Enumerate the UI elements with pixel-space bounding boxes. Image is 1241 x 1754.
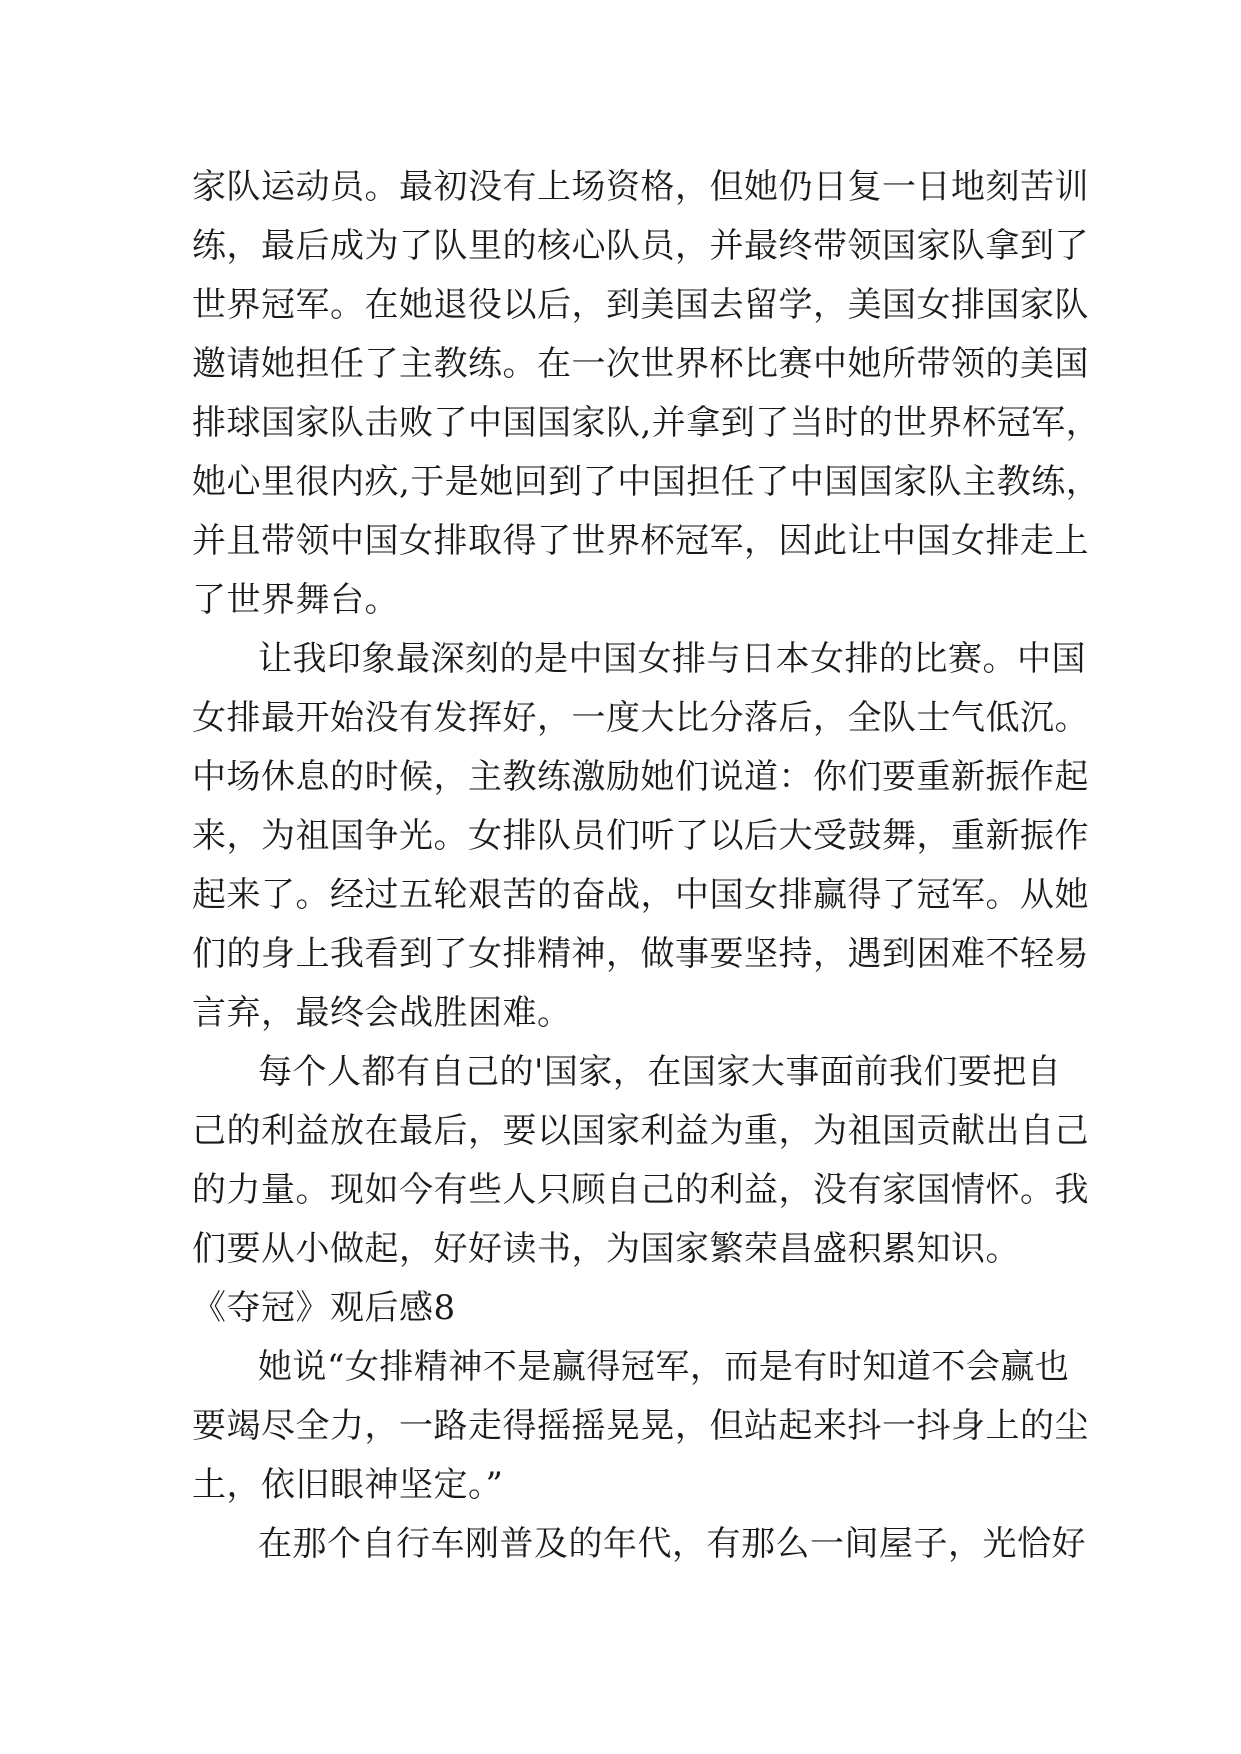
text-line: 排球国家队击败了中国国家队,并拿到了当时的世界杯冠军， [192, 403, 1101, 443]
section-title: 《夺冠》观后感8 [192, 1288, 456, 1328]
paragraph [192, 158, 1101, 630]
text-line: 的力量。现如今有些人只顾自己的利益，没有家国情怀。我 [192, 1170, 1089, 1210]
text-line: 练，最后成为了队里的核心队员，并最终带领国家队拿到了 [192, 226, 1089, 266]
text-line: 每个人都有自己的'国家，在国家大事面前我们要把自 [258, 1052, 1062, 1092]
text-line: 家队运动员。最初没有上场资格，但她仍日复一日地刻苦训 [192, 167, 1089, 207]
text-line: 言弃，最终会战胜困难。 [192, 993, 572, 1033]
text-line: 要竭尽全力，一路走得摇摇晃晃，但站起来抖一抖身上的尘 [192, 1406, 1089, 1446]
text-line: 己的利益放在最后，要以国家利益为重，为祖国贡献出自己 [192, 1111, 1089, 1151]
paragraph [192, 630, 1089, 1043]
paragraph [192, 1515, 1086, 1574]
text-line: 土，依旧眼神坚定。” [192, 1465, 504, 1505]
text-line: 她心里很内疚,于是她回到了中国担任了中国国家队主教练， [192, 462, 1101, 502]
text-line: 世界冠军。在她退役以后，到美国去留学，美国女排国家队 [192, 285, 1089, 325]
text-line: 们要从小做起，好好读书，为国家繁荣昌盛积累知识。 [192, 1229, 1020, 1269]
text-line: 来，为祖国争光。女排队员们听了以后大受鼓舞，重新振作 [192, 816, 1089, 856]
text-line: 女排最开始没有发挥好，一度大比分落后，全队士气低沉。 [192, 698, 1089, 738]
text-line: 了世界舞台。 [192, 580, 399, 620]
document-body [192, 158, 1101, 1574]
text-line: 在那个自行车刚普及的年代，有那么一间屋子，光恰好 [258, 1524, 1086, 1564]
paragraph [192, 1043, 1089, 1279]
paragraph [192, 1338, 1089, 1515]
text-line: 让我印象最深刻的是中国女排与日本女排的比赛。中国 [258, 639, 1086, 679]
text-line: 起来了。经过五轮艰苦的奋战，中国女排赢得了冠军。从她 [192, 875, 1089, 915]
text-line: 邀请她担任了主教练。在一次世界杯比赛中她所带领的美国 [192, 344, 1089, 384]
text-line: 她说“女排精神不是赢得冠军，而是有时知道不会赢也 [258, 1347, 1070, 1387]
text-line: 并且带领中国女排取得了世界杯冠军，因此让中国女排走上 [192, 521, 1089, 561]
text-line: 们的身上我看到了女排精神，做事要坚持，遇到困难不轻易 [192, 934, 1089, 974]
text-line: 中场休息的时候，主教练激励她们说道：你们要重新振作起 [192, 757, 1089, 797]
